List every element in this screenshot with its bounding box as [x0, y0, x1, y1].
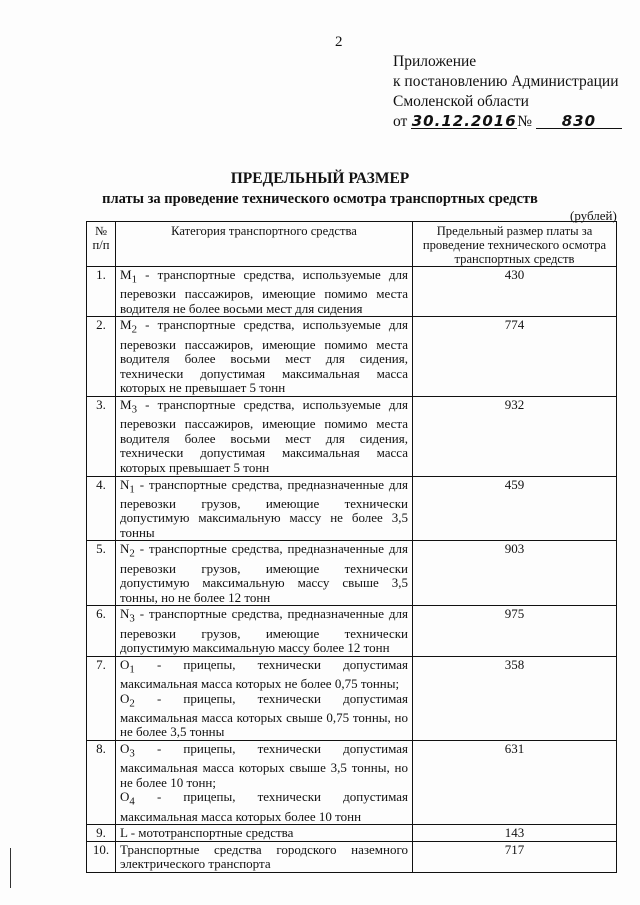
category-subscript: 3	[129, 613, 135, 626]
row-number: 1.	[87, 267, 116, 317]
category-text: - транспортные средства, предназначенные для перевозки грузов, имеющие технически допустимую максимальную массу более 12 тонн	[120, 606, 408, 656]
category-text: - транспортные средства, предназначенные для перевозки грузов, имеющие технически допустимую максимальную массу свыше 3,5 тонны, но не более 12 тонн	[120, 541, 408, 605]
row-number: 9.	[87, 825, 116, 842]
category-symbol: N	[120, 606, 130, 622]
appendix-date-line	[393, 112, 622, 132]
row-max-fee: 903	[413, 541, 617, 606]
fee-table	[86, 221, 617, 873]
primary-description	[120, 478, 408, 541]
header-max-fee: Предельный размер платы за проведение технического осмотра транспортных средств	[413, 222, 617, 267]
row-number: 2.	[87, 317, 116, 397]
category-symbol: O	[120, 690, 130, 706]
document-title: ПРЕДЕЛЬНЫЙ РАЗМЕР	[230, 170, 410, 187]
row-category	[116, 317, 413, 397]
page-number: 2	[335, 34, 343, 50]
table-row	[87, 740, 617, 824]
row-category	[116, 841, 413, 872]
category-symbol: L	[120, 825, 128, 841]
row-max-fee: 631	[413, 740, 617, 824]
primary-description	[120, 318, 408, 396]
appendix-line-2: к постановлению Администрации	[393, 73, 619, 90]
row-number: 10.	[87, 841, 116, 872]
row-number: 6.	[87, 606, 116, 656]
row-category	[116, 606, 413, 656]
category-symbol: O	[120, 740, 130, 756]
category-text: - прицепы, технически допустимая максимальная масса которых свыше 3,5 тонны, но не более 10 тонн;	[120, 740, 408, 790]
category-text: - мототранспортные средства	[127, 825, 294, 841]
row-max-fee: 932	[413, 396, 617, 476]
units-label: (рублей)	[570, 208, 617, 223]
primary-description	[120, 843, 408, 872]
category-subscript: 1	[131, 273, 137, 286]
primary-description	[120, 268, 408, 316]
category-subscript: 2	[129, 548, 135, 561]
date-prefix: от	[393, 113, 408, 130]
row-category	[116, 396, 413, 476]
category-symbol: N	[120, 541, 130, 557]
category-symbol: M	[120, 267, 132, 282]
category-subscript: 4	[129, 795, 135, 808]
category-subscript: 2	[131, 323, 137, 336]
row-max-fee: 430	[413, 267, 617, 317]
document-subtitle: платы за проведение технического осмотра транспортных средств	[102, 191, 538, 207]
category-symbol: O	[120, 789, 130, 805]
appendix-block	[393, 52, 622, 132]
category-text: - транспортные средства, используемые для перевозки пассажиров, имеющие помимо места водителя не более восьми мест для сидения	[120, 267, 408, 316]
table-row	[87, 541, 617, 606]
primary-description	[120, 607, 408, 655]
category-symbol: O	[120, 656, 130, 672]
row-category	[116, 656, 413, 740]
category-symbol: M	[120, 317, 132, 333]
category-symbol: N	[120, 476, 130, 492]
row-number: 4.	[87, 476, 116, 541]
category-text: - прицепы, технически допустимая максимальная масса которых более 10 тонн	[120, 789, 408, 824]
table-row	[87, 841, 617, 872]
primary-description	[120, 542, 408, 605]
table-row	[87, 606, 617, 656]
row-number: 3.	[87, 396, 116, 476]
row-category	[116, 825, 413, 842]
category-text: - транспортные средства, используемые для перевозки пассажиров, имеющие помимо места водителя более восьми мест для сидения, технически допустимая максимальная масса которых не превышает 5 тонн	[120, 317, 408, 396]
appendix-line-1: Приложение	[393, 53, 477, 70]
category-subscript: 1	[129, 483, 135, 496]
row-number: 7.	[87, 656, 116, 740]
category-subscript: 3	[129, 747, 135, 760]
table-row	[87, 656, 617, 740]
table-row	[87, 317, 617, 397]
row-max-fee: 459	[413, 476, 617, 541]
row-number: 8.	[87, 740, 116, 824]
secondary-description	[120, 692, 408, 740]
row-category	[116, 740, 413, 824]
primary-description	[120, 398, 408, 476]
primary-description	[120, 658, 408, 692]
header-num: № п/п	[87, 222, 116, 267]
category-text: - транспортные средства, предназначенные для перевозки грузов, имеющие технически допустимую максимальную массу не более 3,5 тонны	[120, 476, 408, 540]
table-row	[87, 396, 617, 476]
secondary-description	[120, 790, 408, 824]
row-max-fee: 717	[413, 841, 617, 872]
row-max-fee: 774	[413, 317, 617, 397]
table-row	[87, 825, 617, 842]
row-number: 5.	[87, 541, 116, 606]
table-row	[87, 476, 617, 541]
category-text: Транспортные средства городского наземного электрического транспорта	[120, 841, 408, 872]
row-max-fee: 143	[413, 825, 617, 842]
table-row	[87, 267, 617, 317]
category-subscript: 2	[129, 697, 135, 710]
category-text: - транспортные средства, используемые для перевозки пассажиров, имеющие помимо места водителя более восьми мест для сидения, технически допустимая максимальная масса которых превышает 5 тонн	[120, 396, 408, 475]
row-max-fee: 358	[413, 656, 617, 740]
row-category	[116, 541, 413, 606]
table-header-row	[87, 222, 617, 267]
category-text: - прицепы, технически допустимая максимальная масса которых свыше 0,75 тонны, но не более 3,5 тонны	[120, 690, 408, 740]
row-max-fee: 975	[413, 606, 617, 656]
category-subscript: 1	[129, 663, 135, 676]
handwritten-date: 30.12.2016	[411, 112, 517, 130]
category-subscript: 3	[131, 403, 137, 416]
handwritten-number: 830	[536, 114, 622, 129]
row-category	[116, 476, 413, 541]
category-symbol: M	[120, 396, 132, 412]
primary-description	[120, 742, 408, 790]
row-category	[116, 267, 413, 317]
primary-description	[120, 826, 408, 841]
header-category: Категория транспортного средства	[116, 222, 413, 267]
category-text: - прицепы, технически допустимая максимальная масса которых не более 0,75 тонны;	[120, 656, 408, 691]
appendix-line-3: Смоленской области	[393, 93, 529, 110]
number-prefix: №	[517, 113, 532, 130]
table-body	[87, 267, 617, 873]
scan-margin-mark	[10, 848, 11, 888]
